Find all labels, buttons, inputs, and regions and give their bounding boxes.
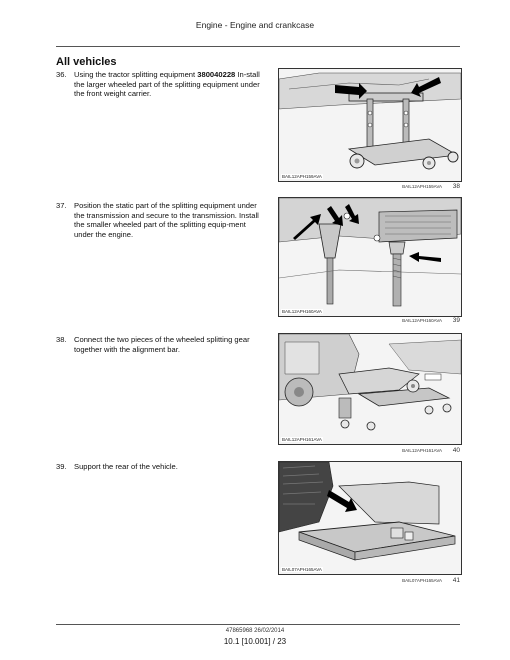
step-number: 38. xyxy=(56,335,67,344)
step-36 xyxy=(56,70,262,99)
step-text: Using the tractor splitting equipment 380040228 In-stall the larger wheeled part of the splitting equipment under the front weight carrier. xyxy=(74,70,260,99)
figure-38-image xyxy=(278,68,462,182)
step-text: Support the rear of the vehicle. xyxy=(74,462,178,471)
figure-number: 41 xyxy=(452,577,460,584)
figure-number: 40 xyxy=(452,447,460,454)
step-text: Position the static part of the splitting equipment under the transmission and secure to the transmission. Install the smaller wheeled part of the splitting equip-ment under the engine. xyxy=(74,201,259,239)
footer-page-number: 10.1 [10.001] / 23 xyxy=(223,637,287,646)
part-number: 380040228 xyxy=(197,70,236,79)
footer-document-id: 47865968 26/02/2014 xyxy=(225,628,285,634)
figure-40-image xyxy=(278,333,462,445)
figure-code: BAIL12APH160AVA xyxy=(402,318,442,323)
figure-39-image xyxy=(278,197,462,317)
step-37 xyxy=(56,201,262,239)
figure-label: BAIL12APH160AVA xyxy=(282,309,322,314)
step-number: 36. xyxy=(56,70,67,79)
step-39 xyxy=(56,462,262,472)
figure-code: BAIL12APH159AVA xyxy=(402,184,442,189)
figure-label: BAIL12APH159AVA xyxy=(282,174,322,179)
figure-41-image xyxy=(278,461,462,575)
figure-number: 38 xyxy=(452,183,460,190)
page-header-title: Engine - Engine and crankcase xyxy=(195,20,315,30)
section-title: All vehicles xyxy=(56,56,117,68)
figure-number: 39 xyxy=(452,317,460,324)
figure-code: BAIL12APH161AVA xyxy=(402,448,442,453)
step-text: Connect the two pieces of the wheeled splitting gear together with the alignment bar. xyxy=(74,335,250,354)
figure-label: BAIL12APH161AVA xyxy=(282,437,322,442)
footer-rule xyxy=(56,624,460,625)
step-number: 39. xyxy=(56,462,67,471)
figure-code: BAIL07APH165AVA xyxy=(402,578,442,583)
step-number: 37. xyxy=(56,201,67,210)
header-rule xyxy=(56,46,460,47)
step-38 xyxy=(56,335,262,354)
figure-label: BAIL07APH165AVA xyxy=(282,567,322,572)
